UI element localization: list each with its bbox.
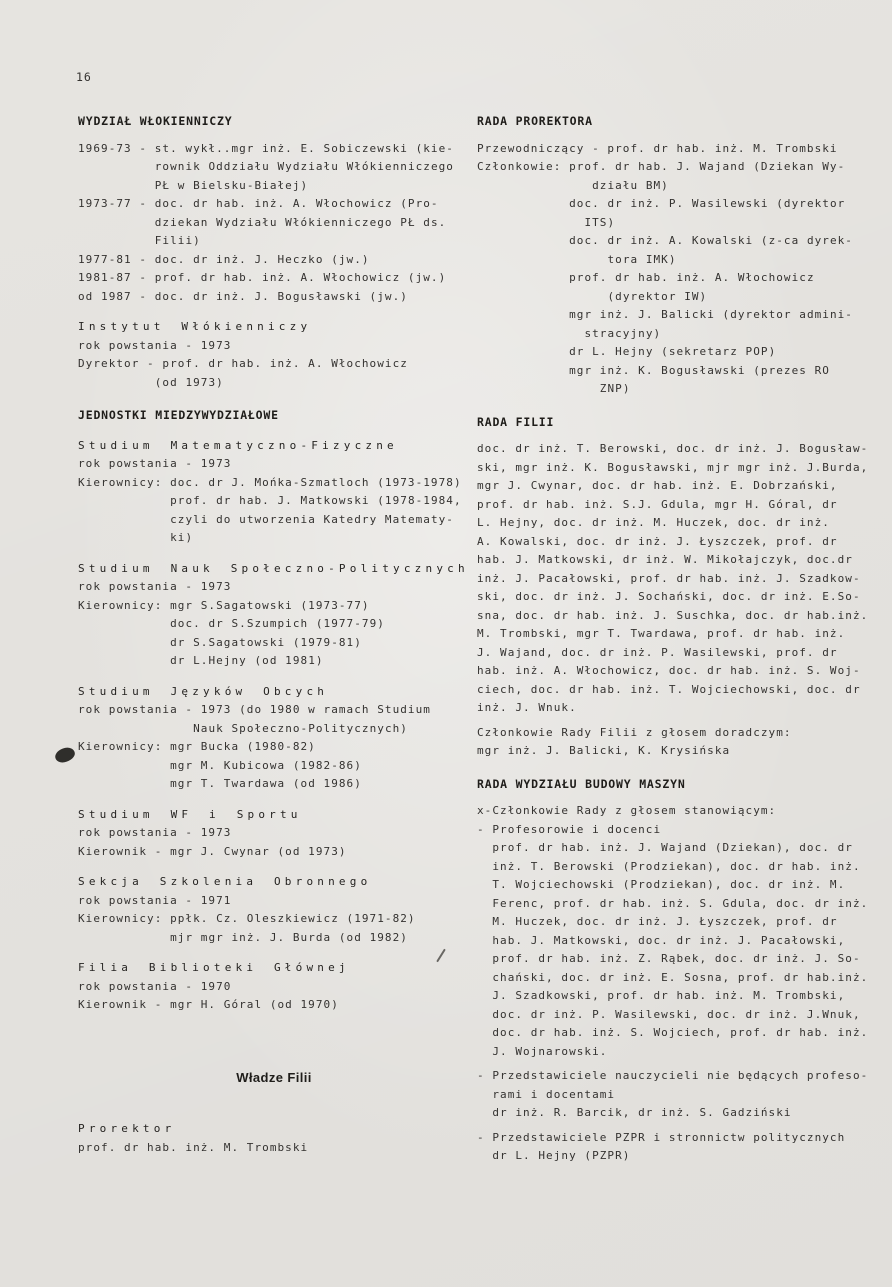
text-line: (dyrektor IW)	[607, 289, 708, 303]
unit-subheading: Studium Matematyczno-Fizyczne	[78, 438, 398, 452]
left-column	[78, 112, 470, 1157]
text-line: mgr inż. K. Bogusławski (prezes RO	[569, 363, 830, 377]
text-line: Kierownicy: mgr Bucka (1980-82)	[78, 740, 316, 753]
text-line: rok powstania - 1973	[78, 338, 232, 352]
text-line: J. Wajand, doc. dr inż. P. Wasilewski, prof. dr	[477, 645, 838, 659]
page-number: 16	[76, 70, 92, 84]
text-block	[78, 337, 470, 393]
text-line: doc. dr S.Szumpich (1977-79)	[170, 617, 385, 630]
text-line: M. Huczek, doc. dr inż. J. Łyszczek, prof. dr	[492, 915, 838, 928]
text-line: inż. T. Berowski (Prodziekan), doc. dr hab. inż.	[492, 859, 861, 873]
text-line: 1977-81 - doc. dr inż. J. Heczko (jw.)	[78, 252, 370, 266]
text-line: rok powstania - 1973 (do 1980 w ramach Studium	[78, 703, 431, 716]
text-line: ki)	[170, 531, 194, 544]
text-block	[477, 1067, 887, 1123]
section-heading: RADA FILII	[477, 414, 555, 429]
text-line: ITS)	[584, 215, 616, 229]
section-heading: RADA WYDZIAŁU BUDOWY MASZYN	[477, 776, 686, 791]
text-block	[477, 724, 887, 761]
text-line: dr inż. R. Barcik, dr inż. S. Gadziński	[492, 1106, 792, 1119]
text-line: T. Wojciechowski (Prodziekan), doc. dr inż. M.	[492, 878, 846, 891]
text-line: rownik Oddziału Wydziału Włókienniczego	[154, 160, 454, 173]
text-line: J. Szadkowski, prof. dr hab. inż. M. Trombski,	[492, 989, 846, 1002]
text-line: - Przedstawiciele PZPR i stronnictw politycznych	[477, 1130, 846, 1144]
text-line: dr L. Hejny (PZPR)	[492, 1149, 631, 1162]
text-line: L. Hejny, doc. dr inż. M. Huczek, doc. dr inż.	[477, 516, 830, 529]
ink-blot-artifact	[54, 746, 76, 764]
text-line: Ferenc, prof. dr hab. inż. S. Gdula, doc. dr inż.	[492, 896, 869, 910]
text-line: Filii)	[154, 234, 201, 247]
center-page-heading: Władze Filii	[236, 1069, 312, 1085]
text-line: Członkowie: prof. dr hab. J. Wajand (Dziekan Wy-	[477, 160, 846, 173]
text-line: sna, doc. dr hab. inż. J. Suschka, doc. dr hab.inż.	[477, 608, 869, 622]
text-line: doc. dr inż. P. Wasilewski (dyrektor	[569, 197, 846, 210]
section-heading: WYDZIAŁ WŁOKIENNICZY	[78, 114, 233, 128]
text-line: dr L. Hejny (sekretarz POP)	[569, 345, 777, 358]
unit-subheading: Instytut Włókienniczy	[78, 320, 312, 333]
text-line: Kierownik - mgr H. Góral (od 1970)	[78, 998, 339, 1011]
text-block	[78, 978, 470, 1015]
text-line: doc. dr inż. P. Wasilewski, doc. dr inż. J.Wnuk,	[492, 1007, 861, 1021]
text-line: prof. dr hab. J. Matkowski (1978-1984,	[170, 494, 462, 507]
text-block	[78, 892, 470, 948]
unit-subheading: Studium Języków Obcych	[78, 684, 329, 698]
text-line: doc. dr inż. A. Kowalski (z-ca dyrek-	[569, 234, 853, 247]
text-line: mgr M. Kubicowa (1982-86)	[170, 758, 362, 772]
unit-subheading: Filia Biblioteki Głównej	[78, 961, 350, 974]
text-line: mgr J. Cwynar, doc. dr hab. inż. E. Dobrzański,	[477, 479, 838, 492]
text-line: ZNP)	[599, 382, 631, 395]
text-block	[78, 140, 470, 307]
text-block	[78, 455, 470, 548]
right-column	[477, 112, 887, 1166]
text-line: mgr T. Twardawa (od 1986)	[170, 777, 362, 790]
text-block	[78, 578, 470, 671]
unit-subheading: Prorektor	[78, 1122, 176, 1135]
text-line: prof. dr hab. inż. Z. Rąbek, doc. dr inż. J. So-	[492, 952, 861, 965]
text-line: mjr mgr inż. J. Burda (od 1982)	[170, 930, 408, 944]
text-line: rok powstania - 1973	[78, 826, 232, 839]
text-line: dr L.Hejny (od 1981)	[170, 654, 324, 667]
section-heading: JEDNOSTKI MIEDZYWYDZIAŁOWE	[78, 408, 279, 422]
text-block	[477, 1129, 887, 1166]
text-line: Przewodniczący - prof. dr hab. inż. M. Trombski	[477, 141, 838, 155]
text-line: - Przedstawiciele nauczycieli nie będących profeso-	[477, 1069, 869, 1082]
text-line: Kierownicy: mgr S.Sagatowski (1973-77)	[78, 598, 370, 612]
text-line: M. Trombski, mgr T. Twardawa, prof. dr hab. inż.	[477, 627, 846, 640]
text-block	[78, 701, 470, 794]
text-line: Dyrektor - prof. dr hab. inż. A. Włochowicz	[78, 357, 408, 370]
text-line: - Profesorowie i docenci	[477, 822, 662, 836]
text-line: (od 1973)	[154, 375, 224, 389]
text-line: prof. dr hab. inż. J. Wajand (Dziekan), doc. dr	[492, 841, 853, 854]
text-block	[477, 802, 887, 1061]
section-heading: RADA PROREKTORA	[477, 114, 593, 128]
text-line: Nauk Społeczno-Politycznych)	[193, 721, 408, 735]
text-line: Członkowie Rady Filii z głosem doradczym:	[477, 725, 792, 739]
text-block	[78, 824, 470, 861]
text-line: chański, doc. dr inż. E. Sosna, prof. dr hab.inż.	[492, 970, 869, 984]
text-line: mgr inż. J. Balicki (dyrektor admini-	[569, 308, 853, 321]
text-line: mgr inż. J. Balicki, K. Krysińska	[477, 744, 731, 757]
text-line: Kierownicy: doc. dr J. Mońka-Szmatloch (1973-1978)	[78, 475, 462, 489]
text-line: J. Wojnarowski.	[492, 1044, 608, 1058]
text-line: PŁ w Bielsku-Białej)	[154, 178, 309, 192]
text-line: prof. dr hab. inż. A. Włochowicz	[569, 271, 815, 284]
text-line: hab. inż. A. Włochowicz, doc. dr hab. inż. S. Woj-	[477, 664, 861, 677]
text-block	[477, 440, 887, 718]
text-line: hab. J. Matkowski, dr inż. W. Mikołajczyk, doc.dr	[477, 553, 853, 566]
text-line: prof. dr hab. inż. S.J. Gdula, mgr H. Góral, dr	[477, 497, 838, 511]
text-line: 1981-87 - prof. dr hab. inż. A. Włochowicz (jw.)	[78, 271, 447, 284]
text-line: dr S.Sagatowski (1979-81)	[170, 635, 362, 649]
text-line: od 1987 - doc. dr inż. J. Bogusławski (jw.)	[78, 289, 408, 303]
unit-subheading: Studium WF i Sportu	[78, 807, 302, 821]
text-line: x-Członkowie Rady z głosem stanowiącym:	[477, 804, 777, 817]
text-line: ski, mgr inż. K. Bogusławski, mjr mgr inż. J.Burda,	[477, 460, 869, 474]
text-block	[78, 1139, 470, 1158]
text-line: rok powstania - 1971	[78, 893, 232, 907]
text-line: czyli do utworzenia Katedry Matematy-	[170, 512, 454, 526]
text-line: rok powstania - 1973	[78, 457, 232, 470]
text-line: tora IMK)	[607, 252, 677, 266]
text-line: doc. dr inż. T. Berowski, doc. dr inż. J. Bogusław-	[477, 442, 869, 455]
unit-subheading: Studium Nauk Społeczno-Politycznych	[78, 561, 469, 575]
text-line: ciech, doc. dr hab. inż. T. Wojciechowski, doc. dr	[477, 682, 861, 696]
text-block	[477, 140, 887, 399]
text-line: dziekan Wydziału Włókienniczego PŁ ds.	[154, 215, 447, 229]
text-line: doc. dr hab. inż. S. Wojciech, prof. dr hab. inż.	[492, 1026, 869, 1039]
text-line: ski, doc. dr inż. J. Sochański, doc. dr inż. E.So-	[477, 590, 861, 603]
text-line: rami i docentami	[492, 1087, 616, 1101]
text-line: prof. dr hab. inż. M. Trombski	[78, 1140, 309, 1154]
text-line: Kierownicy: ppłk. Cz. Oleszkiewicz (1971-82)	[78, 912, 416, 925]
text-line: inż. J. Pacałowski, prof. dr hab. inż. J. Szadkow-	[477, 571, 861, 585]
text-line: inż. J. Wnuk.	[477, 701, 577, 714]
unit-subheading: Sekcja Szkolenia Obronnego	[78, 875, 372, 888]
text-line: A. Kowalski, doc. dr inż. J. Łyszczek, prof. dr	[477, 534, 838, 548]
text-line: rok powstania - 1970	[78, 979, 232, 993]
text-line: hab. J. Matkowski, doc. dr inż. J. Pacałowski,	[492, 933, 846, 947]
text-line: 1969-73 - st. wykł..mgr inż. E. Sobiczewski (kie-	[78, 141, 454, 155]
text-line: działu BM)	[592, 178, 669, 192]
text-line: stracyjny)	[584, 326, 662, 340]
text-line: Kierownik - mgr J. Cwynar (od 1973)	[78, 844, 347, 858]
text-line: 1973-77 - doc. dr hab. inż. A. Włochowicz (Pro-	[78, 197, 439, 210]
text-line: rok powstania - 1973	[78, 580, 232, 593]
